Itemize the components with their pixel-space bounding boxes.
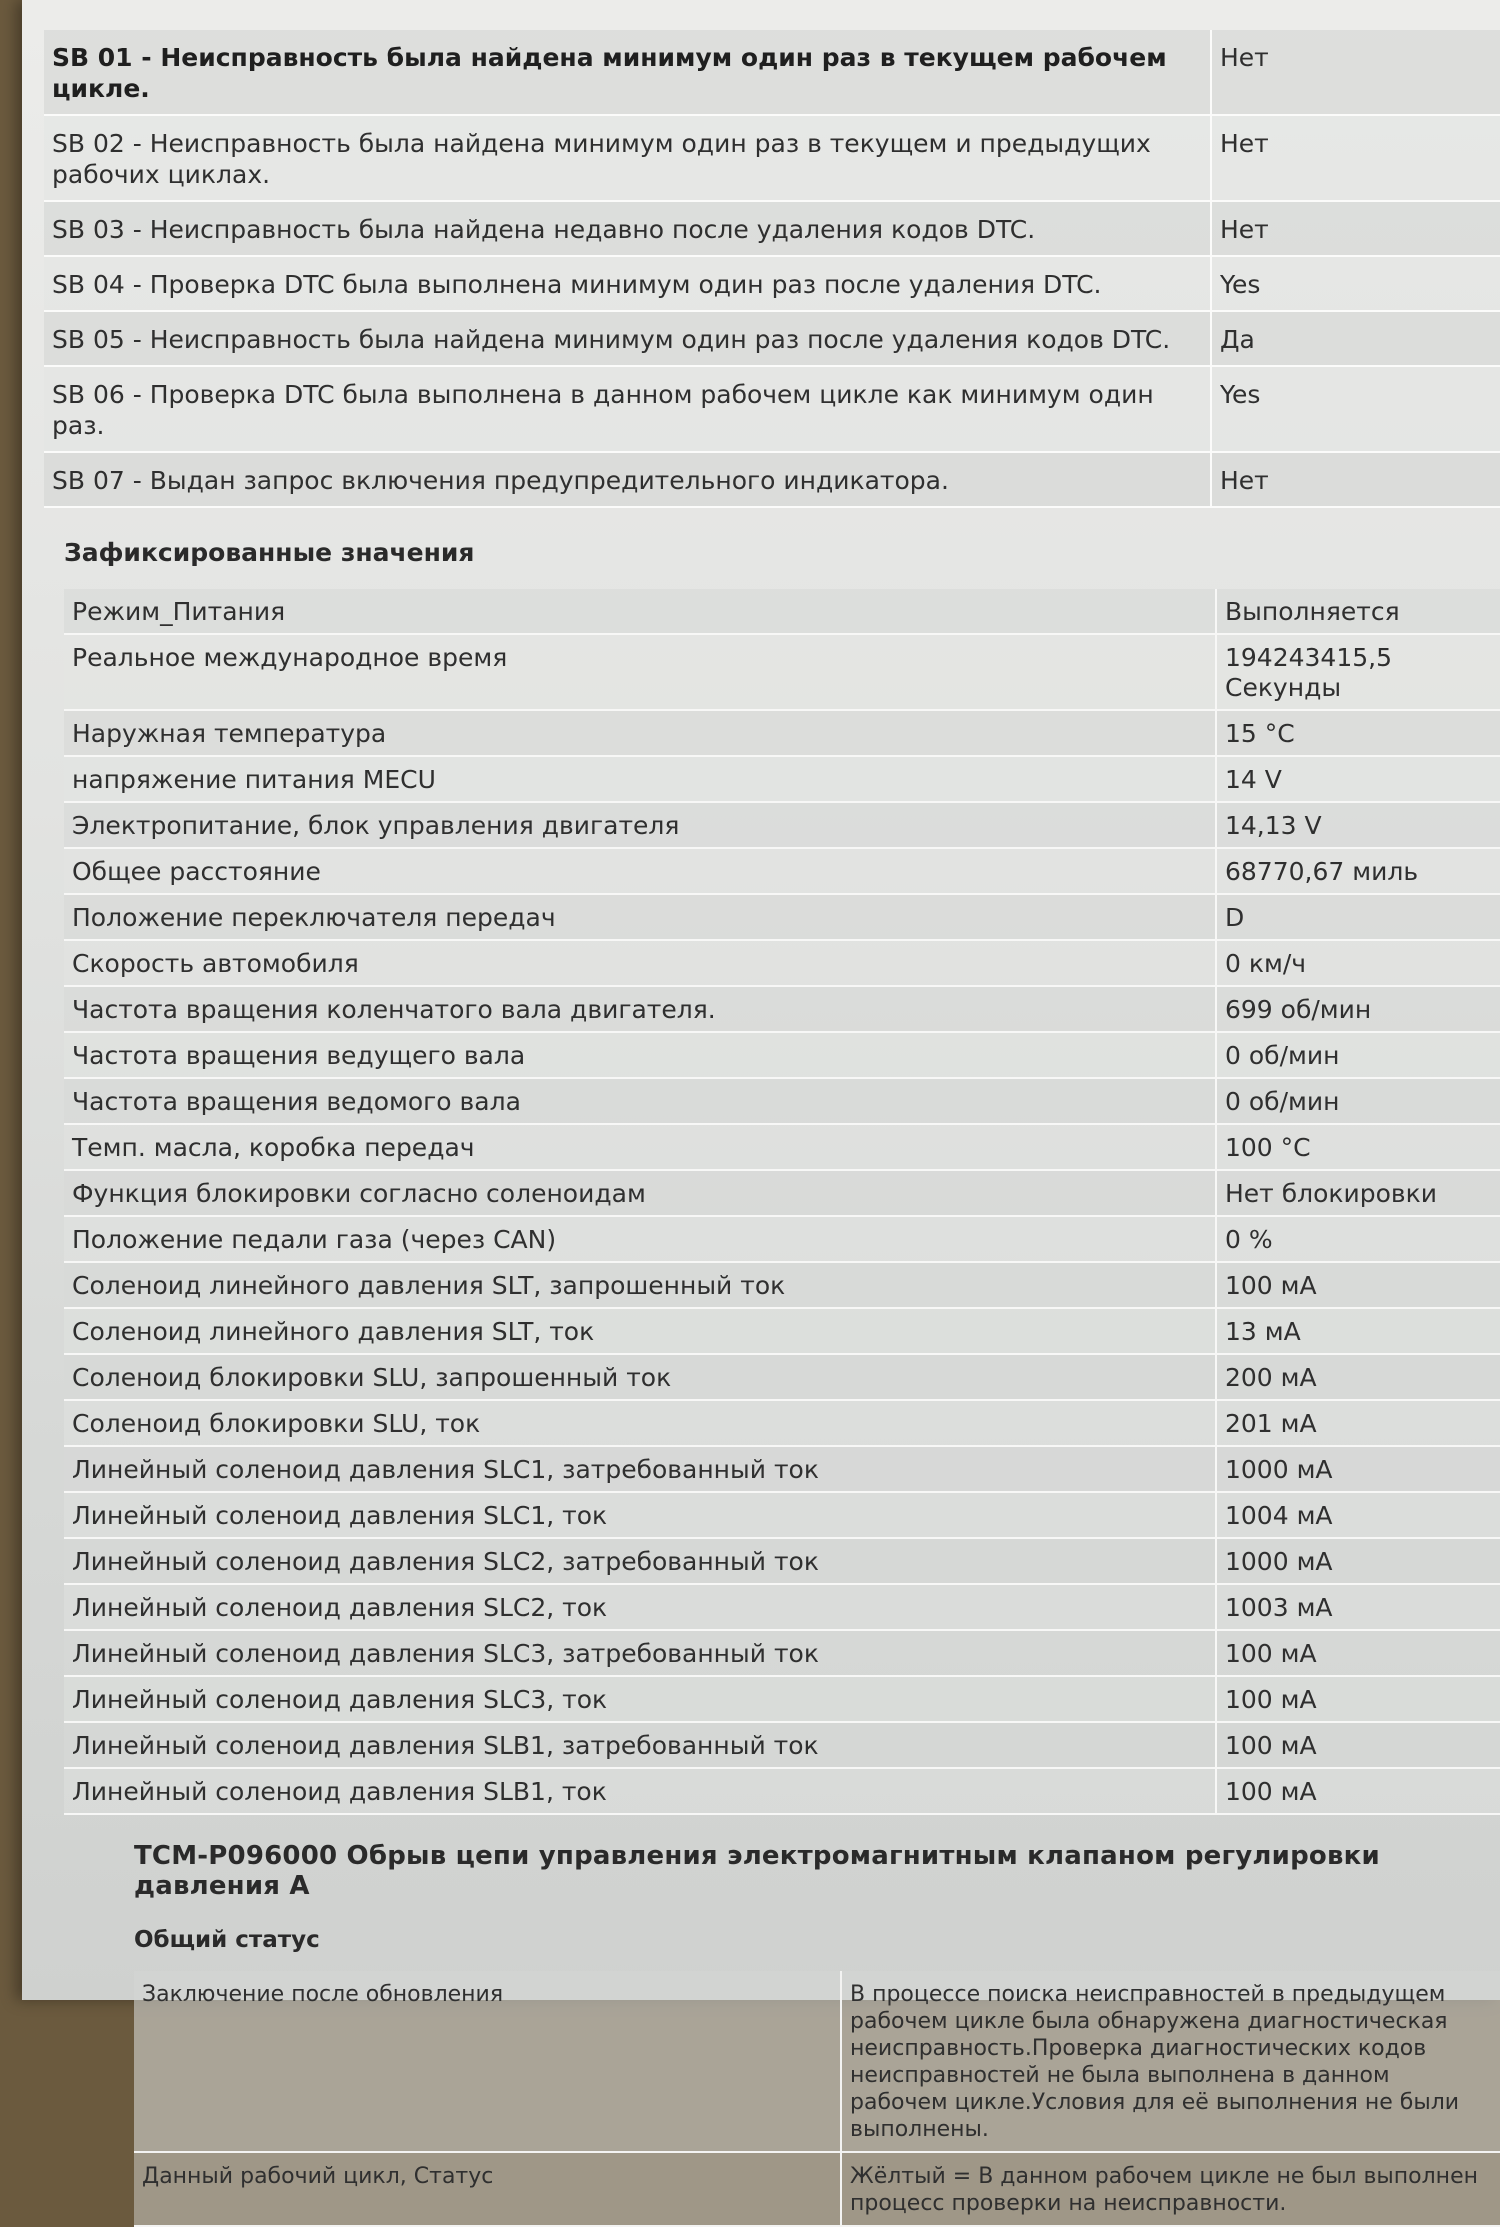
table-row [44,452,1500,507]
ff-label: Реальное международное время [64,634,1216,710]
table-row [64,986,1500,1032]
ff-value: 194243415,5 Секунды [1216,634,1500,710]
ff-label: Соленоид блокировки SLU, запрошенный ток [64,1354,1216,1400]
table-row [44,30,1500,115]
table-row [64,1446,1500,1492]
ff-label: Линейный соленоид давления SLC1, ток [64,1492,1216,1538]
sb-label: SB 04 - Проверка DTC была выполнена минимум один раз после удаления DTC. [44,256,1211,311]
table-row [64,756,1500,802]
status-value: Жёлтый = В данном рабочем цикле не был выполнен процесс проверки на неисправности. [841,2152,1500,2226]
table-row [64,894,1500,940]
table-row [64,1400,1500,1446]
table-row [64,1216,1500,1262]
ff-label: Линейный соленоид давления SLC2, затребованный ток [64,1538,1216,1584]
ff-label: Соленоид линейного давления SLT, ток [64,1308,1216,1354]
table-row [64,1262,1500,1308]
document-page [22,0,1500,2216]
sb-label: SB 05 - Неисправность была найдена минимум один раз после удаления кодов DTC. [44,311,1211,366]
ff-label: Соленоид линейного давления SLT, запрошенный ток [64,1262,1216,1308]
table-row [64,1078,1500,1124]
ff-value: 1003 мА [1216,1584,1500,1630]
general-status-table [134,1971,1500,2227]
ff-value: 0 % [1216,1216,1500,1262]
table-row [64,1722,1500,1768]
table-row [44,256,1500,311]
ff-value: 100 мА [1216,1676,1500,1722]
table-row [44,366,1500,452]
table-row [64,1492,1500,1538]
ff-label: Линейный соленоид давления SLC1, затребованный ток [64,1446,1216,1492]
dtc-title: TCM-P096000 Обрыв цепи управления электромагнитным клапаном регулировки давления A [134,1841,1380,1901]
ff-value: 14,13 V [1216,802,1500,848]
table-row [64,589,1500,634]
ff-label: Скорость автомобиля [64,940,1216,986]
ff-label: Электропитание, блок управления двигателя [64,802,1216,848]
ff-value: Нет блокировки [1216,1170,1500,1216]
ff-label: Линейный соленоид давления SLC3, затребованный ток [64,1630,1216,1676]
sb-value: Да [1211,311,1500,366]
table-row [64,848,1500,894]
ff-value: 1000 мА [1216,1538,1500,1584]
table-row [64,634,1500,710]
freeze-frame-heading: Зафиксированные значения [64,538,475,567]
ff-value: 0 км/ч [1216,940,1500,986]
ff-value: 68770,67 миль [1216,848,1500,894]
sb-value: Yes [1211,256,1500,311]
table-row [64,1170,1500,1216]
general-status-heading: Общий статус [134,1927,320,1953]
sb-value: Нет [1211,30,1500,115]
table-row [64,710,1500,756]
ff-value: 1000 мА [1216,1446,1500,1492]
sb-value: Нет [1211,452,1500,507]
freeze-frame-table [64,589,1500,1815]
ff-label: Соленоид блокировки SLU, ток [64,1400,1216,1446]
ff-label: Линейный соленоид давления SLC3, ток [64,1676,1216,1722]
ff-label: Линейный соленоид давления SLC2, ток [64,1584,1216,1630]
table-row [64,1584,1500,1630]
ff-value: 100 мА [1216,1262,1500,1308]
ff-label: Наружная температура [64,710,1216,756]
ff-value: 201 мА [1216,1400,1500,1446]
ff-value: 0 об/мин [1216,1032,1500,1078]
ff-label: Частота вращения ведомого вала [64,1078,1216,1124]
ff-value: D [1216,894,1500,940]
ff-label: Линейный соленоид давления SLB1, затребованный ток [64,1722,1216,1768]
ff-label: Режим_Питания [64,589,1216,634]
ff-value: 100 мА [1216,1722,1500,1768]
document-content [44,30,1500,2227]
status-bits-table [44,30,1500,508]
table-row [64,1124,1500,1170]
ff-label: Частота вращения коленчатого вала двигателя. [64,986,1216,1032]
table-row [64,1032,1500,1078]
table-row [44,115,1500,201]
sb-label: SB 07 - Выдан запрос включения предупредительного индикатора. [44,452,1211,507]
sb-value: Нет [1211,115,1500,201]
ff-value: 100 мА [1216,1768,1500,1814]
ff-label: Темп. масла, коробка передач [64,1124,1216,1170]
ff-value: 15 °C [1216,710,1500,756]
ff-label: Функция блокировки согласно соленоидам [64,1170,1216,1216]
table-row [64,1308,1500,1354]
ff-label: Частота вращения ведущего вала [64,1032,1216,1078]
table-row [64,1768,1500,1814]
table-row [64,1630,1500,1676]
table-row [134,1971,1500,2152]
sb-label: SB 01 - Неисправность была найдена минимум один раз в текущем рабочем цикле. [44,30,1211,115]
ff-label: напряжение питания MECU [64,756,1216,802]
ff-label: Линейный соленоид давления SLB1, ток [64,1768,1216,1814]
ff-value: 1004 мА [1216,1492,1500,1538]
ff-label: Общее расстояние [64,848,1216,894]
table-row [64,802,1500,848]
status-label: Заключение после обновления [134,1971,841,2152]
ff-label: Положение педали газа (через CAN) [64,1216,1216,1262]
status-value: В процессе поиска неисправностей в предыдущем рабочем цикле была обнаружена диагностическая неисправность.Проверка диагностических кодов неисправностей не была выполнена в данном рабочем цикле.Условия для её выполнения не были выполнены. [841,1971,1500,2152]
ff-value: 100 °C [1216,1124,1500,1170]
sb-label: SB 02 - Неисправность была найдена минимум один раз в текущем и предыдущих рабочих циклах. [44,115,1211,201]
sb-value: Нет [1211,201,1500,256]
status-label: Данный рабочий цикл, Статус [134,2152,841,2226]
ff-value: 13 мА [1216,1308,1500,1354]
table-row [64,1538,1500,1584]
table-row [44,201,1500,256]
table-row [44,311,1500,366]
ff-value: 200 мА [1216,1354,1500,1400]
ff-value: 14 V [1216,756,1500,802]
table-row [64,1354,1500,1400]
ff-value: 100 мА [1216,1630,1500,1676]
sb-value: Yes [1211,366,1500,452]
ff-value: 699 об/мин [1216,986,1500,1032]
table-row [64,1676,1500,1722]
ff-value: Выполняется [1216,589,1500,634]
sb-label: SB 06 - Проверка DTC была выполнена в данном рабочем цикле как минимум один раз. [44,366,1211,452]
sb-label: SB 03 - Неисправность была найдена недавно после удаления кодов DTC. [44,201,1211,256]
table-row [64,940,1500,986]
ff-value: 0 об/мин [1216,1078,1500,1124]
table-row [134,2152,1500,2226]
ff-label: Положение переключателя передач [64,894,1216,940]
